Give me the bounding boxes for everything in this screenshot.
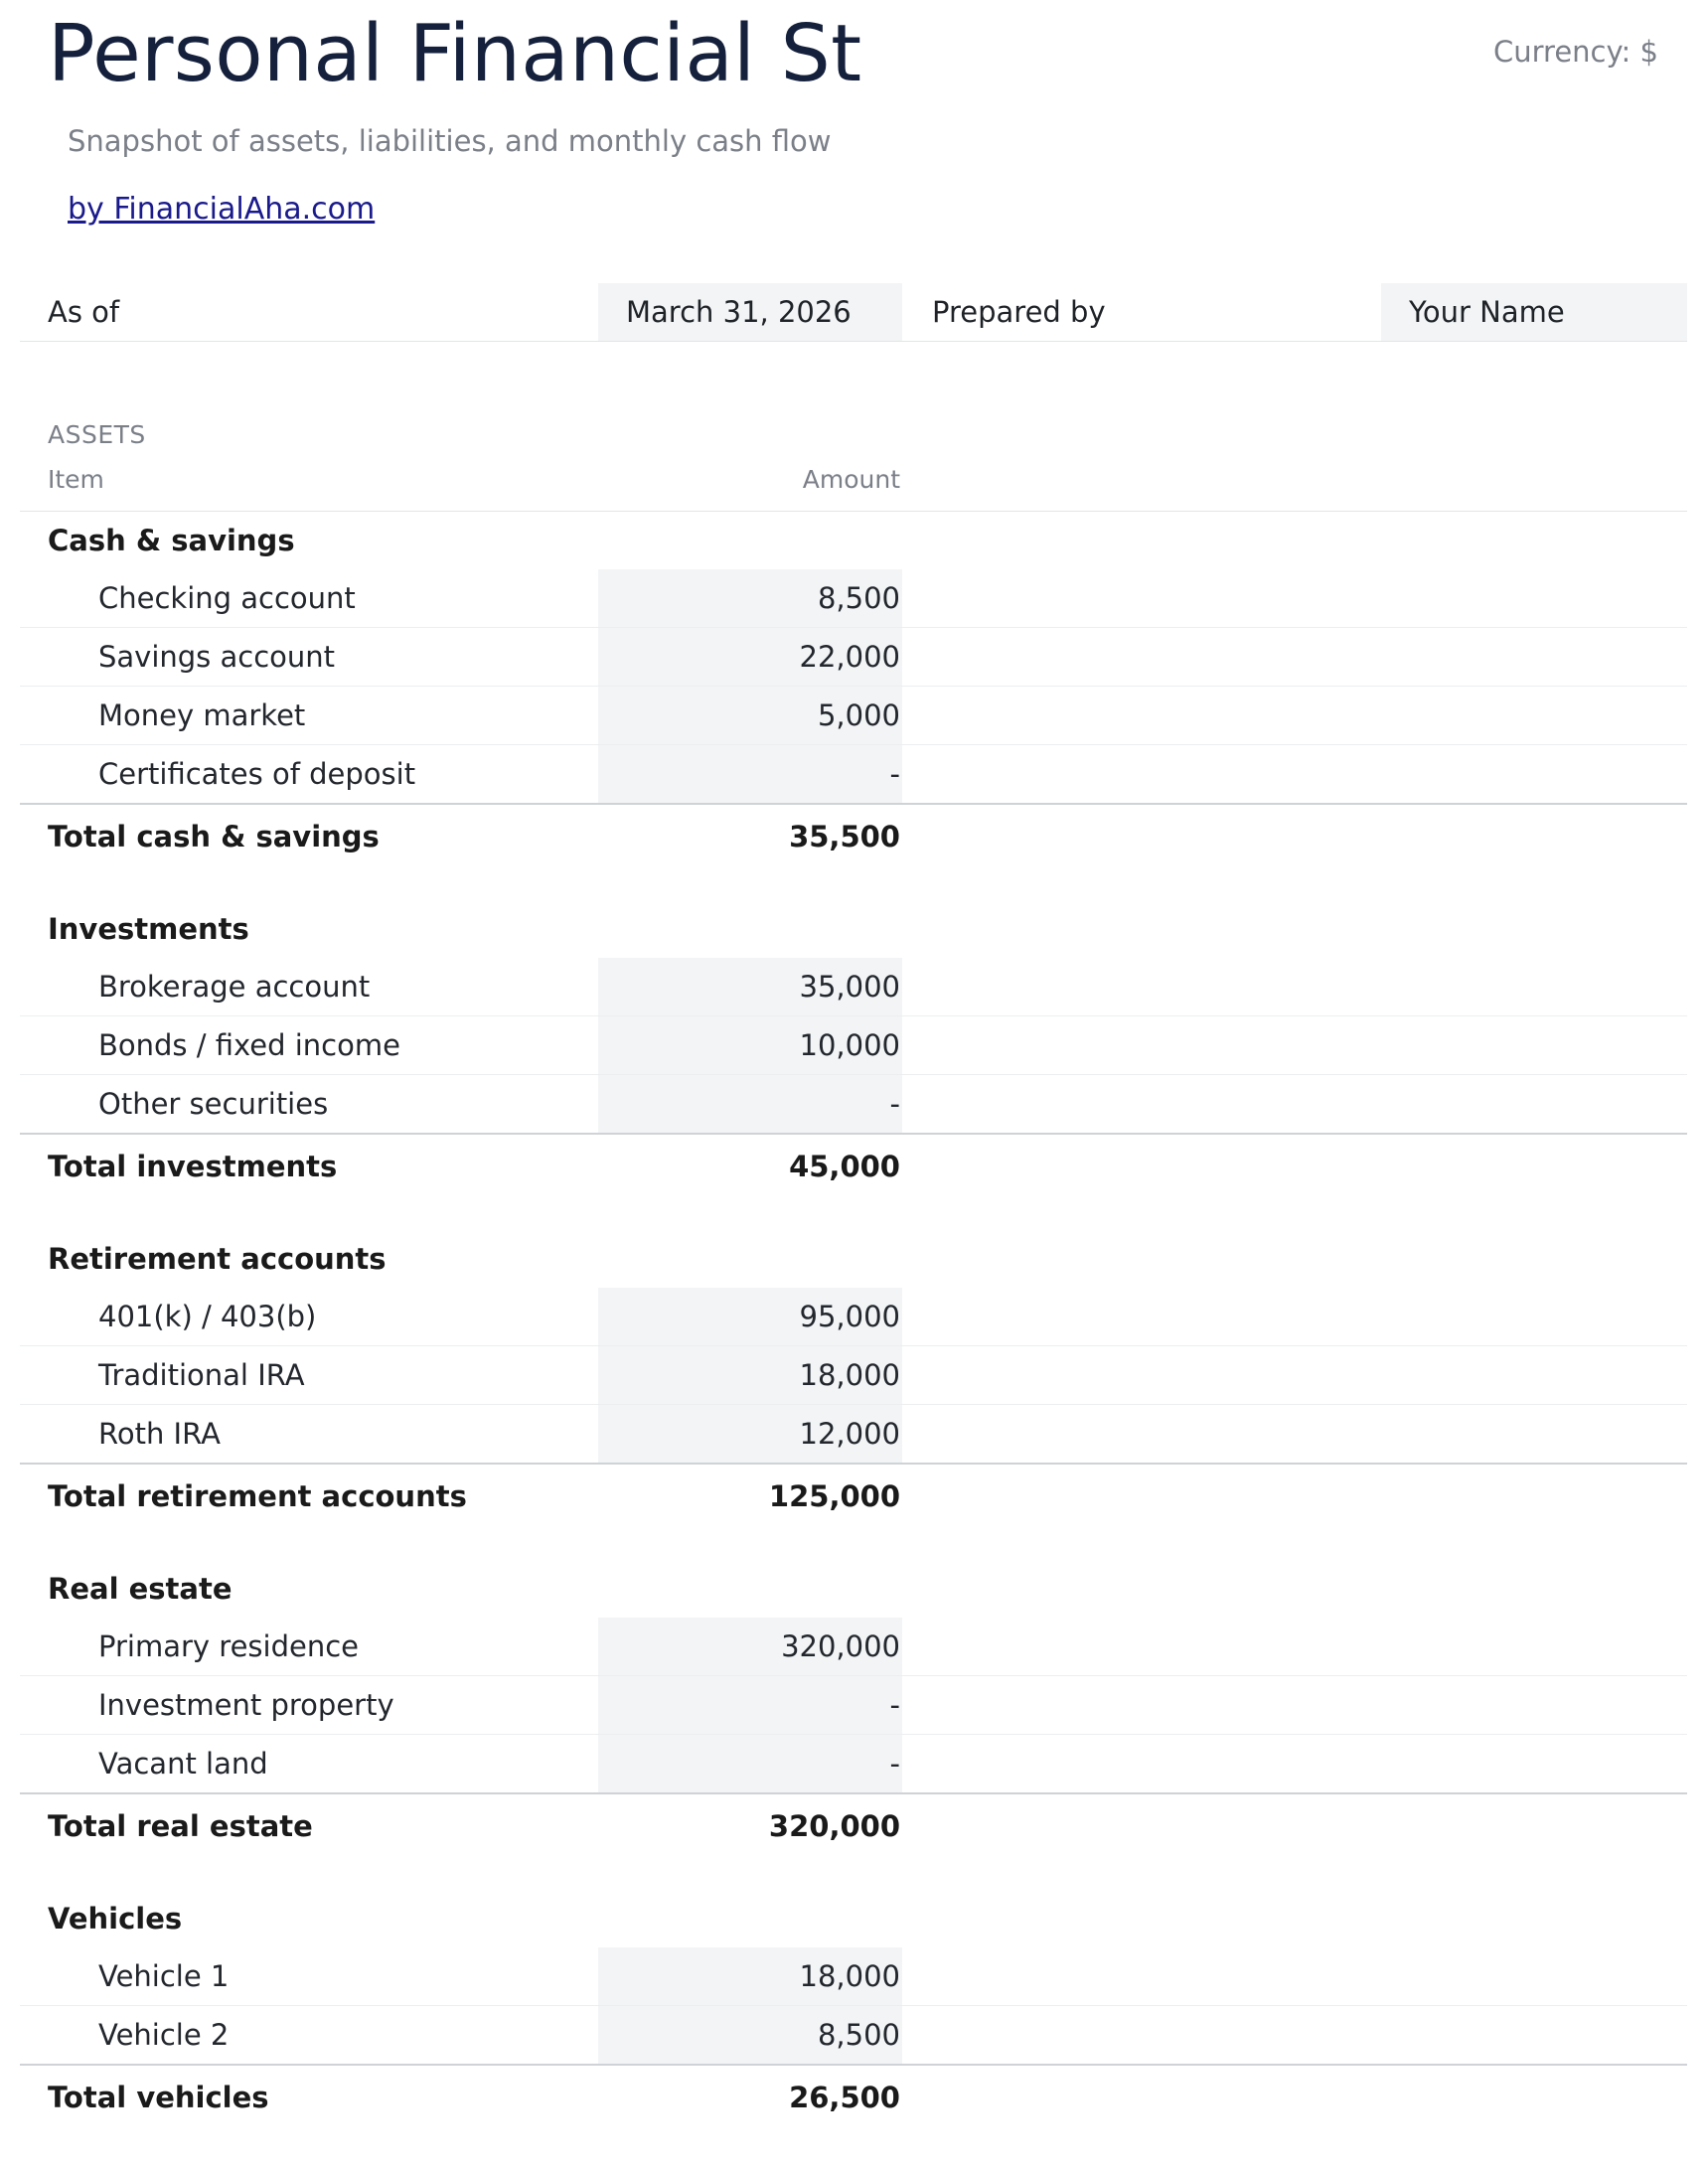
as-of-date-field[interactable]: March 31, 2026 — [598, 283, 902, 341]
table-row — [20, 958, 1687, 1016]
byline-link[interactable]: by FinancialAha.com — [68, 192, 376, 227]
prepared-by-field[interactable]: Your Name — [1381, 283, 1687, 341]
total-label: Total investments — [48, 1150, 338, 1183]
asset-group-vehicles — [20, 1890, 1687, 2130]
financial-statement-sheet — [20, 0, 1687, 2114]
table-row — [20, 2006, 1687, 2064]
assets-column-header — [20, 455, 1687, 512]
item-label: Other securities — [98, 1087, 329, 1121]
total-label: Total retirement accounts — [48, 1479, 467, 1513]
item-label: Primary residence — [98, 1629, 359, 1663]
amount-input[interactable]: 5,000 — [598, 687, 902, 744]
amount-input[interactable]: 8,500 — [598, 569, 902, 627]
prepared-by-label: Prepared by — [932, 295, 1106, 329]
amount-input[interactable]: - — [598, 1676, 902, 1734]
item-label: Brokerage account — [98, 970, 371, 1004]
asset-group-investments — [20, 900, 1687, 1199]
currency-label: Currency: $ — [1493, 35, 1658, 69]
asset-group-cash-savings — [20, 512, 1687, 869]
total-label: Total real estate — [48, 1809, 313, 1843]
item-label: Certificates of deposit — [98, 757, 416, 791]
amount-input[interactable]: 10,000 — [598, 1016, 902, 1074]
total-amount: 45,000 — [789, 1150, 900, 1183]
item-label: Checking account — [98, 581, 356, 615]
asset-group-retirement — [20, 1230, 1687, 1529]
table-row — [20, 569, 1687, 628]
meta-row — [20, 283, 1687, 342]
item-label: Money market — [98, 698, 306, 732]
table-row — [20, 1016, 1687, 1075]
group-title: Retirement accounts — [48, 1242, 387, 1276]
table-row — [20, 1288, 1687, 1346]
group-title: Vehicles — [48, 1902, 183, 1936]
amount-input[interactable]: - — [598, 1075, 902, 1133]
amount-input[interactable]: 12,000 — [598, 1405, 902, 1463]
total-row — [20, 1133, 1687, 1199]
total-amount: 320,000 — [768, 1809, 900, 1843]
item-label: Vehicle 2 — [98, 2018, 230, 2052]
total-row — [20, 2064, 1687, 2130]
item-label: Roth IRA — [98, 1417, 221, 1451]
total-label: Total vehicles — [48, 2081, 269, 2114]
amount-input[interactable]: 22,000 — [598, 628, 902, 686]
page-subtitle: Snapshot of assets, liabilities, and monthly cash flow — [68, 124, 832, 158]
amount-input[interactable]: 18,000 — [598, 1947, 902, 2005]
total-row — [20, 803, 1687, 869]
table-row — [20, 1676, 1687, 1735]
item-label: Traditional IRA — [98, 1358, 305, 1392]
item-label: Investment property — [98, 1688, 394, 1722]
as-of-label: As of — [48, 295, 120, 329]
column-header-amount: Amount — [802, 465, 900, 494]
item-label: Savings account — [98, 640, 336, 674]
total-row — [20, 1463, 1687, 1529]
item-label: Vehicle 1 — [98, 1959, 230, 1993]
group-title: Investments — [48, 912, 249, 946]
asset-group-real-estate — [20, 1560, 1687, 1859]
table-row — [20, 1405, 1687, 1463]
amount-input[interactable]: - — [598, 1735, 902, 1792]
total-amount: 125,000 — [768, 1479, 900, 1513]
table-row — [20, 745, 1687, 803]
amount-input[interactable]: 95,000 — [598, 1288, 902, 1345]
total-label: Total cash & savings — [48, 820, 380, 853]
table-row — [20, 687, 1687, 745]
table-row — [20, 1947, 1687, 2006]
total-row — [20, 1792, 1687, 1859]
total-amount: 26,500 — [789, 2081, 900, 2114]
table-row — [20, 1075, 1687, 1133]
assets-section-label: ASSETS — [48, 420, 146, 449]
title-row — [20, 0, 1687, 124]
table-row — [20, 1735, 1687, 1792]
table-row — [20, 1346, 1687, 1405]
assets-section — [20, 415, 1687, 2130]
amount-input[interactable]: 320,000 — [598, 1618, 902, 1675]
item-label: Bonds / fixed income — [98, 1028, 400, 1062]
group-title: Real estate — [48, 1572, 233, 1606]
page-title: Personal Financial St — [48, 8, 862, 99]
table-row — [20, 628, 1687, 687]
amount-input[interactable]: 18,000 — [598, 1346, 902, 1404]
amount-input[interactable]: - — [598, 745, 902, 803]
column-header-item: Item — [48, 465, 104, 494]
table-row — [20, 1618, 1687, 1676]
item-label: 401(k) / 403(b) — [98, 1300, 317, 1333]
amount-input[interactable]: 8,500 — [598, 2006, 902, 2064]
group-title: Cash & savings — [48, 524, 295, 557]
amount-input[interactable]: 35,000 — [598, 958, 902, 1015]
total-amount: 35,500 — [789, 820, 900, 853]
item-label: Vacant land — [98, 1747, 268, 1781]
